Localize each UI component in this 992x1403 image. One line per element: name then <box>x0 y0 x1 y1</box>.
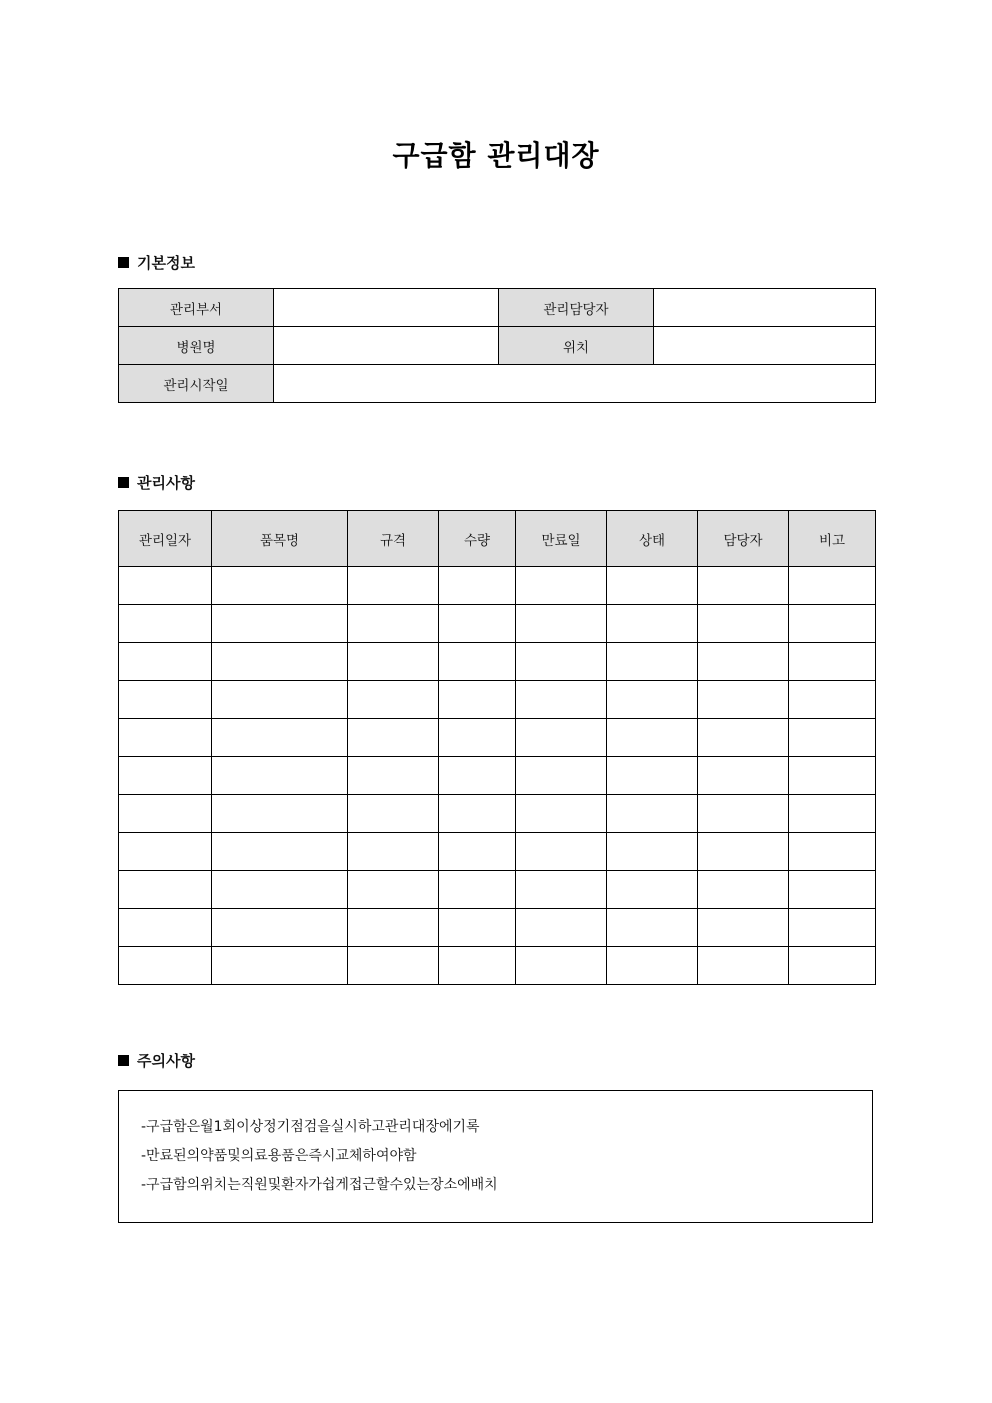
cell-specification[interactable] <box>348 909 439 947</box>
cell-specification[interactable] <box>348 681 439 719</box>
cell-item-name[interactable] <box>212 605 348 643</box>
cell-quantity[interactable] <box>439 947 516 985</box>
cell-item-name[interactable] <box>212 719 348 757</box>
cell-quantity[interactable] <box>439 795 516 833</box>
cell-remarks[interactable] <box>789 567 876 605</box>
cell-remarks[interactable] <box>789 795 876 833</box>
cell-management-date[interactable] <box>119 871 212 909</box>
cell-person-in-charge[interactable] <box>698 605 789 643</box>
cell-expiry-date[interactable] <box>516 605 607 643</box>
cell-expiry-date[interactable] <box>516 833 607 871</box>
cell-status[interactable] <box>607 757 698 795</box>
cell-item-name[interactable] <box>212 947 348 985</box>
cell-status[interactable] <box>607 643 698 681</box>
column-header-item-name: 품목명 <box>212 511 348 567</box>
label-location: 위치 <box>499 327 654 365</box>
column-header-expiry-date: 만료일 <box>516 511 607 567</box>
table-header-row <box>119 511 876 567</box>
cell-remarks[interactable] <box>789 757 876 795</box>
cell-status[interactable] <box>607 947 698 985</box>
cell-remarks[interactable] <box>789 909 876 947</box>
cell-expiry-date[interactable] <box>516 757 607 795</box>
cell-item-name[interactable] <box>212 567 348 605</box>
cell-expiry-date[interactable] <box>516 719 607 757</box>
label-management-start-date: 관리시작일 <box>119 365 274 403</box>
cell-management-date[interactable] <box>119 757 212 795</box>
cell-expiry-date[interactable] <box>516 947 607 985</box>
cell-status[interactable] <box>607 871 698 909</box>
value-hospital-name[interactable] <box>274 327 499 365</box>
cell-quantity[interactable] <box>439 567 516 605</box>
cell-specification[interactable] <box>348 719 439 757</box>
label-hospital-name: 병원명 <box>119 327 274 365</box>
cell-item-name[interactable] <box>212 833 348 871</box>
cell-specification[interactable] <box>348 605 439 643</box>
section-heading-management <box>118 472 195 493</box>
cell-quantity[interactable] <box>439 833 516 871</box>
cell-item-name[interactable] <box>212 795 348 833</box>
cell-person-in-charge[interactable] <box>698 909 789 947</box>
section-heading-management-label: 관리사항 <box>137 474 195 492</box>
cell-status[interactable] <box>607 909 698 947</box>
cell-item-name[interactable] <box>212 871 348 909</box>
cell-management-date[interactable] <box>119 833 212 871</box>
cell-status[interactable] <box>607 719 698 757</box>
column-header-remarks: 비고 <box>789 511 876 567</box>
cell-status[interactable] <box>607 681 698 719</box>
cell-status[interactable] <box>607 795 698 833</box>
cell-person-in-charge[interactable] <box>698 795 789 833</box>
cell-remarks[interactable] <box>789 947 876 985</box>
table-row <box>119 871 876 909</box>
table-row <box>119 947 876 985</box>
table-row <box>119 605 876 643</box>
table-row <box>119 567 876 605</box>
square-bullet-icon <box>118 1055 129 1066</box>
cell-expiry-date[interactable] <box>516 643 607 681</box>
cell-person-in-charge[interactable] <box>698 643 789 681</box>
cell-specification[interactable] <box>348 757 439 795</box>
cell-management-date[interactable] <box>119 795 212 833</box>
cell-management-date[interactable] <box>119 567 212 605</box>
label-manager: 관리담당자 <box>499 289 654 327</box>
cell-specification[interactable] <box>348 567 439 605</box>
notice-line: -구급함은월1회이상정기점검을실시하고관리대장에기록 <box>141 1119 480 1135</box>
cell-status[interactable] <box>607 567 698 605</box>
table-row <box>119 327 876 365</box>
square-bullet-icon <box>118 477 129 488</box>
cell-item-name[interactable] <box>212 757 348 795</box>
table-row <box>119 289 876 327</box>
table-row <box>119 833 876 871</box>
cell-quantity[interactable] <box>439 681 516 719</box>
cell-expiry-date[interactable] <box>516 567 607 605</box>
cell-quantity[interactable] <box>439 871 516 909</box>
value-management-department[interactable] <box>274 289 499 327</box>
cell-remarks[interactable] <box>789 833 876 871</box>
column-header-quantity: 수량 <box>439 511 516 567</box>
cell-management-date[interactable] <box>119 605 212 643</box>
cell-person-in-charge[interactable] <box>698 681 789 719</box>
cell-quantity[interactable] <box>439 757 516 795</box>
cell-specification[interactable] <box>348 947 439 985</box>
cell-person-in-charge[interactable] <box>698 719 789 757</box>
cell-specification[interactable] <box>348 643 439 681</box>
cell-expiry-date[interactable] <box>516 681 607 719</box>
table-row <box>119 795 876 833</box>
table-row <box>119 909 876 947</box>
cell-status[interactable] <box>607 605 698 643</box>
value-manager[interactable] <box>654 289 876 327</box>
label-management-department: 관리부서 <box>119 289 274 327</box>
cell-item-name[interactable] <box>212 909 348 947</box>
column-header-management-date: 관리일자 <box>119 511 212 567</box>
cell-quantity[interactable] <box>439 643 516 681</box>
square-bullet-icon <box>118 257 129 268</box>
cell-specification[interactable] <box>348 833 439 871</box>
management-table-body <box>119 567 876 985</box>
cell-item-name[interactable] <box>212 681 348 719</box>
cell-item-name[interactable] <box>212 643 348 681</box>
table-row <box>119 365 876 403</box>
cell-remarks[interactable] <box>789 719 876 757</box>
column-header-status: 상태 <box>607 511 698 567</box>
section-heading-notice <box>118 1050 195 1071</box>
cell-management-date[interactable] <box>119 643 212 681</box>
cell-management-date[interactable] <box>119 719 212 757</box>
table-row <box>119 719 876 757</box>
cell-person-in-charge[interactable] <box>698 757 789 795</box>
column-header-person-in-charge: 담당자 <box>698 511 789 567</box>
cell-specification[interactable] <box>348 871 439 909</box>
cell-quantity[interactable] <box>439 719 516 757</box>
cell-management-date[interactable] <box>119 947 212 985</box>
cell-remarks[interactable] <box>789 681 876 719</box>
page-title: 구급함 관리대장 <box>392 139 600 172</box>
cell-person-in-charge[interactable] <box>698 567 789 605</box>
table-row <box>119 757 876 795</box>
table-row <box>119 681 876 719</box>
cell-remarks[interactable] <box>789 605 876 643</box>
cell-remarks[interactable] <box>789 643 876 681</box>
section-heading-basic-info-label: 기본정보 <box>137 254 195 272</box>
cell-expiry-date[interactable] <box>516 795 607 833</box>
notice-line: -구급함의위치는직원및환자가쉽게접근할수있는장소에배치 <box>141 1177 498 1193</box>
cell-quantity[interactable] <box>439 605 516 643</box>
section-heading-basic-info <box>118 252 195 273</box>
cell-management-date[interactable] <box>119 909 212 947</box>
notice-line: -만료된의약품및의료용품은즉시교체하여야함 <box>141 1148 417 1164</box>
value-management-start-date[interactable] <box>274 365 876 403</box>
cell-status[interactable] <box>607 833 698 871</box>
column-header-specification: 규격 <box>348 511 439 567</box>
cell-person-in-charge[interactable] <box>698 833 789 871</box>
cell-management-date[interactable] <box>119 681 212 719</box>
table-row <box>119 643 876 681</box>
cell-specification[interactable] <box>348 795 439 833</box>
notice-box <box>118 1090 873 1223</box>
value-location[interactable] <box>654 327 876 365</box>
cell-expiry-date[interactable] <box>516 871 607 909</box>
cell-quantity[interactable] <box>439 909 516 947</box>
cell-expiry-date[interactable] <box>516 909 607 947</box>
basic-info-table <box>118 288 876 403</box>
cell-remarks[interactable] <box>789 871 876 909</box>
management-records-table <box>118 510 876 985</box>
cell-person-in-charge[interactable] <box>698 871 789 909</box>
section-heading-notice-label: 주의사항 <box>137 1052 195 1070</box>
cell-person-in-charge[interactable] <box>698 947 789 985</box>
